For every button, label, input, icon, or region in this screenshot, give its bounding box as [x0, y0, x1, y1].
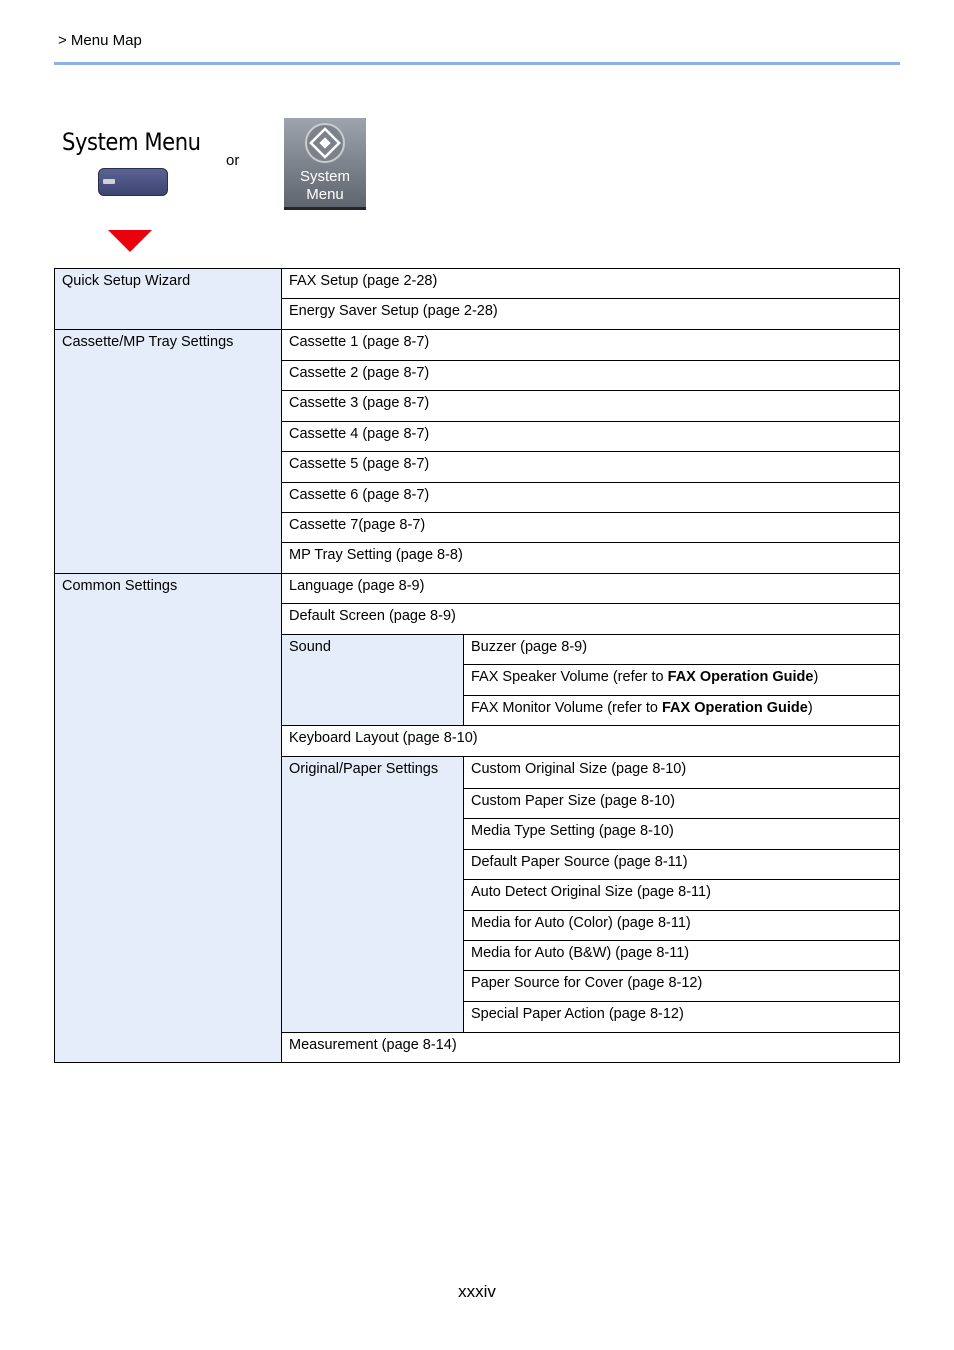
menu-item: Cassette 4 (page 8-7) — [281, 421, 900, 452]
menu-item: FAX Setup (page 2-28) — [281, 268, 900, 299]
menu-item: Media Type Setting (page 8-10) — [463, 818, 900, 850]
touch-button-label-line1: System — [299, 168, 350, 185]
system-menu-key-label: System Menu — [62, 128, 201, 156]
or-text: or — [226, 152, 240, 169]
menu-item: Measurement (page 8-14) — [281, 1032, 900, 1063]
menu-item: Cassette 1 (page 8-7) — [281, 329, 900, 361]
menu-quick-setup-wizard: Quick Setup Wizard — [54, 268, 282, 330]
menu-item: Default Screen (page 8-9) — [281, 603, 900, 635]
menu-item-fax-monitor-volume: FAX Monitor Volume (refer to FAX Operation Guide) — [463, 695, 900, 726]
menu-item: Keyboard Layout (page 8-10) — [281, 725, 900, 757]
menu-item: Cassette 2 (page 8-7) — [281, 360, 900, 391]
menu-item-fax-speaker-volume: FAX Speaker Volume (refer to FAX Operation Guide) — [463, 664, 900, 696]
touch-button-label-line2: Menu — [306, 186, 344, 203]
menu-item: Energy Saver Setup (page 2-28) — [281, 298, 900, 330]
menu-common-settings: Common Settings — [54, 573, 282, 1063]
menu-item: Default Paper Source (page 8-11) — [463, 849, 900, 880]
menu-item: MP Tray Setting (page 8-8) — [281, 542, 900, 574]
key-led-icon — [103, 179, 115, 184]
menu-item: Auto Detect Original Size (page 8-11) — [463, 879, 900, 911]
menu-item: Media for Auto (Color) (page 8-11) — [463, 910, 900, 941]
menu-item: Cassette 5 (page 8-7) — [281, 451, 900, 483]
breadcrumb: > Menu Map — [58, 32, 142, 49]
menu-item: Buzzer (page 8-9) — [463, 634, 900, 665]
menu-item: Cassette 6 (page 8-7) — [281, 482, 900, 513]
menu-item: Cassette 3 (page 8-7) — [281, 390, 900, 422]
page-number: xxxiv — [458, 1282, 496, 1301]
down-arrow-icon — [108, 230, 152, 252]
menu-item: Special Paper Action (page 8-12) — [463, 1001, 900, 1033]
system-menu-hardware-key[interactable] — [98, 168, 168, 196]
system-menu-touch-button[interactable] — [284, 118, 366, 210]
menu-item: Media for Auto (B&W) (page 8-11) — [463, 940, 900, 971]
header-divider — [54, 62, 900, 65]
menu-item: Custom Paper Size (page 8-10) — [463, 788, 900, 819]
menu-sound: Sound — [281, 634, 464, 726]
menu-item: Cassette 7(page 8-7) — [281, 512, 900, 543]
system-menu-diamond-icon — [304, 122, 346, 164]
menu-item: Language (page 8-9) — [281, 573, 900, 604]
menu-cassette-mp-tray-settings: Cassette/MP Tray Settings — [54, 329, 282, 574]
menu-original-paper-settings: Original/Paper Settings — [281, 756, 464, 1033]
menu-item: Paper Source for Cover (page 8-12) — [463, 970, 900, 1002]
menu-item: Custom Original Size (page 8-10) — [463, 756, 900, 789]
